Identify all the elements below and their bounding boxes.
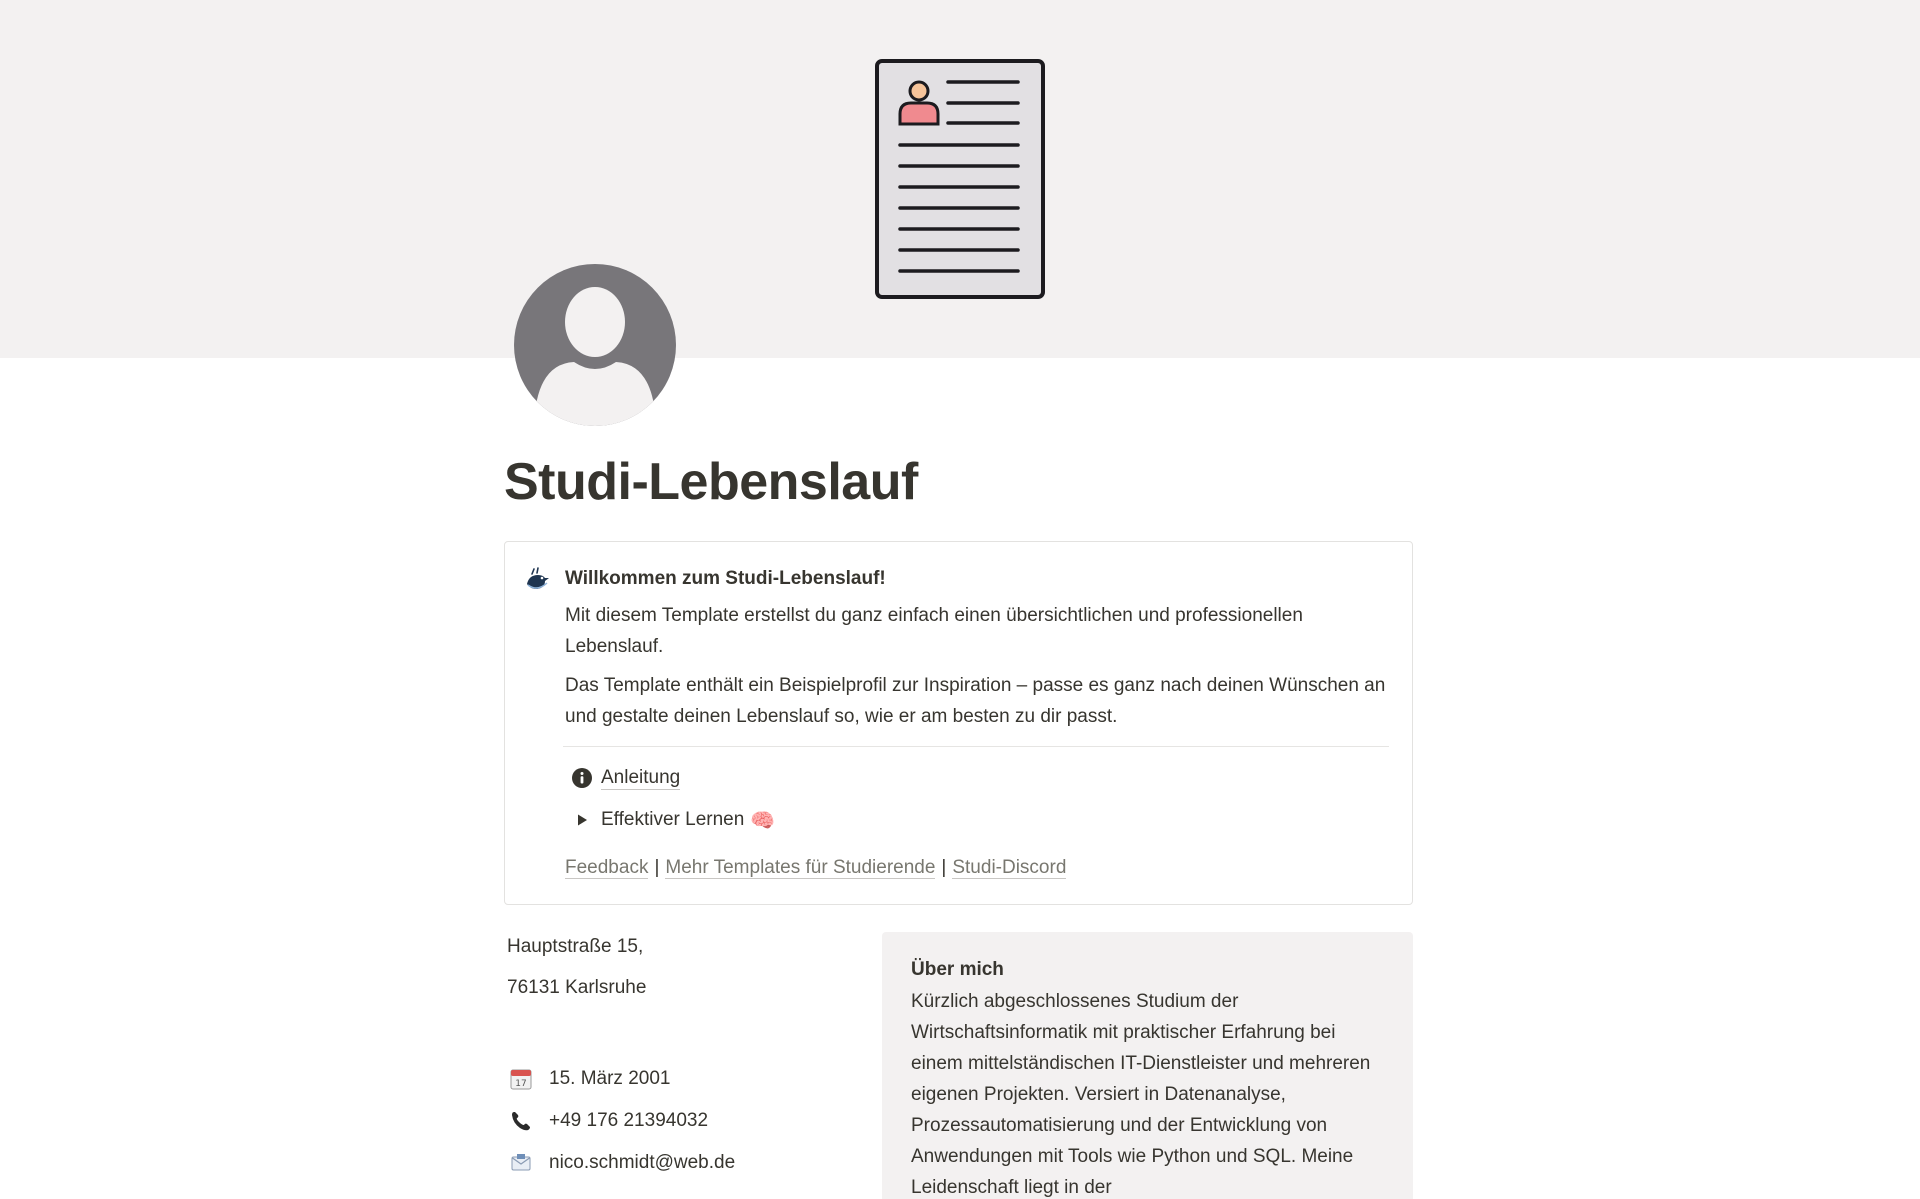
info-icon	[569, 765, 595, 791]
phone-row[interactable]	[507, 1100, 867, 1142]
callout-paragraph-1: Mit diesem Template erstellst du ganz einfach einen übersichtlichen und professionellen Lebenslauf.	[565, 605, 1303, 657]
about-text[interactable]: Kürzlich abgeschlossenes Studium der Wirtschaftsinformatik mit praktischer Erfahrung bei einem mittelständischen IT-Dienstleister und mehreren eigenen Projekten. Versiert in Datenanalyse, Prozessautomatisierung und der Entwicklung von Anwendungen mit Tools wie Python und SQL. Meine Leidenschaft liegt in der	[911, 991, 1371, 1198]
contact-column	[507, 934, 867, 1184]
page-cover[interactable]	[0, 0, 1920, 358]
address-line-2[interactable]: 76131 Karlsruhe	[507, 977, 647, 998]
email-row[interactable]	[507, 1142, 867, 1184]
email-address: nico.schmidt@web.de	[549, 1152, 736, 1173]
svg-text:17: 17	[515, 1079, 527, 1089]
callout-heading: Willkommen zum Studi-Lebenslauf!	[565, 568, 886, 589]
spacer	[507, 1016, 867, 1058]
crow-emoji-icon[interactable]	[523, 566, 551, 594]
effective-learning-toggle[interactable]	[565, 803, 1395, 837]
callout-paragraph-2: Das Template enthält ein Beispielprofil zur Inspiration – passe es ganz nach deinen Wünschen an und gestalte deinen Lebenslauf so, wie er am besten zu dir passt.	[565, 675, 1386, 727]
link-separator: |	[941, 857, 947, 878]
person-silhouette-icon	[514, 264, 676, 426]
link-separator: |	[654, 857, 660, 878]
page-title[interactable]: Studi-Lebenslauf	[504, 453, 918, 511]
phone-number: +49 176 21394032	[549, 1110, 709, 1131]
feedback-link[interactable]: Feedback	[565, 857, 649, 878]
about-me-callout	[882, 932, 1413, 1199]
envelope-icon	[507, 1149, 535, 1177]
welcome-callout	[504, 541, 1413, 905]
avatar[interactable]	[514, 264, 676, 426]
divider	[563, 746, 1389, 747]
toggle-label[interactable]: Effektiver Lernen	[601, 809, 745, 830]
about-heading[interactable]: Über mich	[911, 959, 1004, 980]
brain-emoji-icon: 🧠	[750, 809, 776, 832]
triangle-right-icon[interactable]	[569, 807, 595, 833]
guide-label[interactable]: Anleitung	[601, 766, 681, 788]
birthdate-row[interactable]	[507, 1058, 867, 1100]
birthdate: 15. März 2001	[549, 1068, 671, 1089]
calendar-icon	[507, 1065, 535, 1093]
guide-page-link[interactable]	[565, 761, 1395, 795]
address-line-1[interactable]: Hauptstraße 15,	[507, 936, 644, 957]
resume-document-icon	[874, 58, 1046, 300]
more-templates-link[interactable]: Mehr Templates für Studierende	[665, 857, 936, 878]
phone-icon	[507, 1107, 535, 1135]
callout-links	[565, 857, 1395, 879]
discord-link[interactable]: Studi-Discord	[952, 857, 1067, 878]
